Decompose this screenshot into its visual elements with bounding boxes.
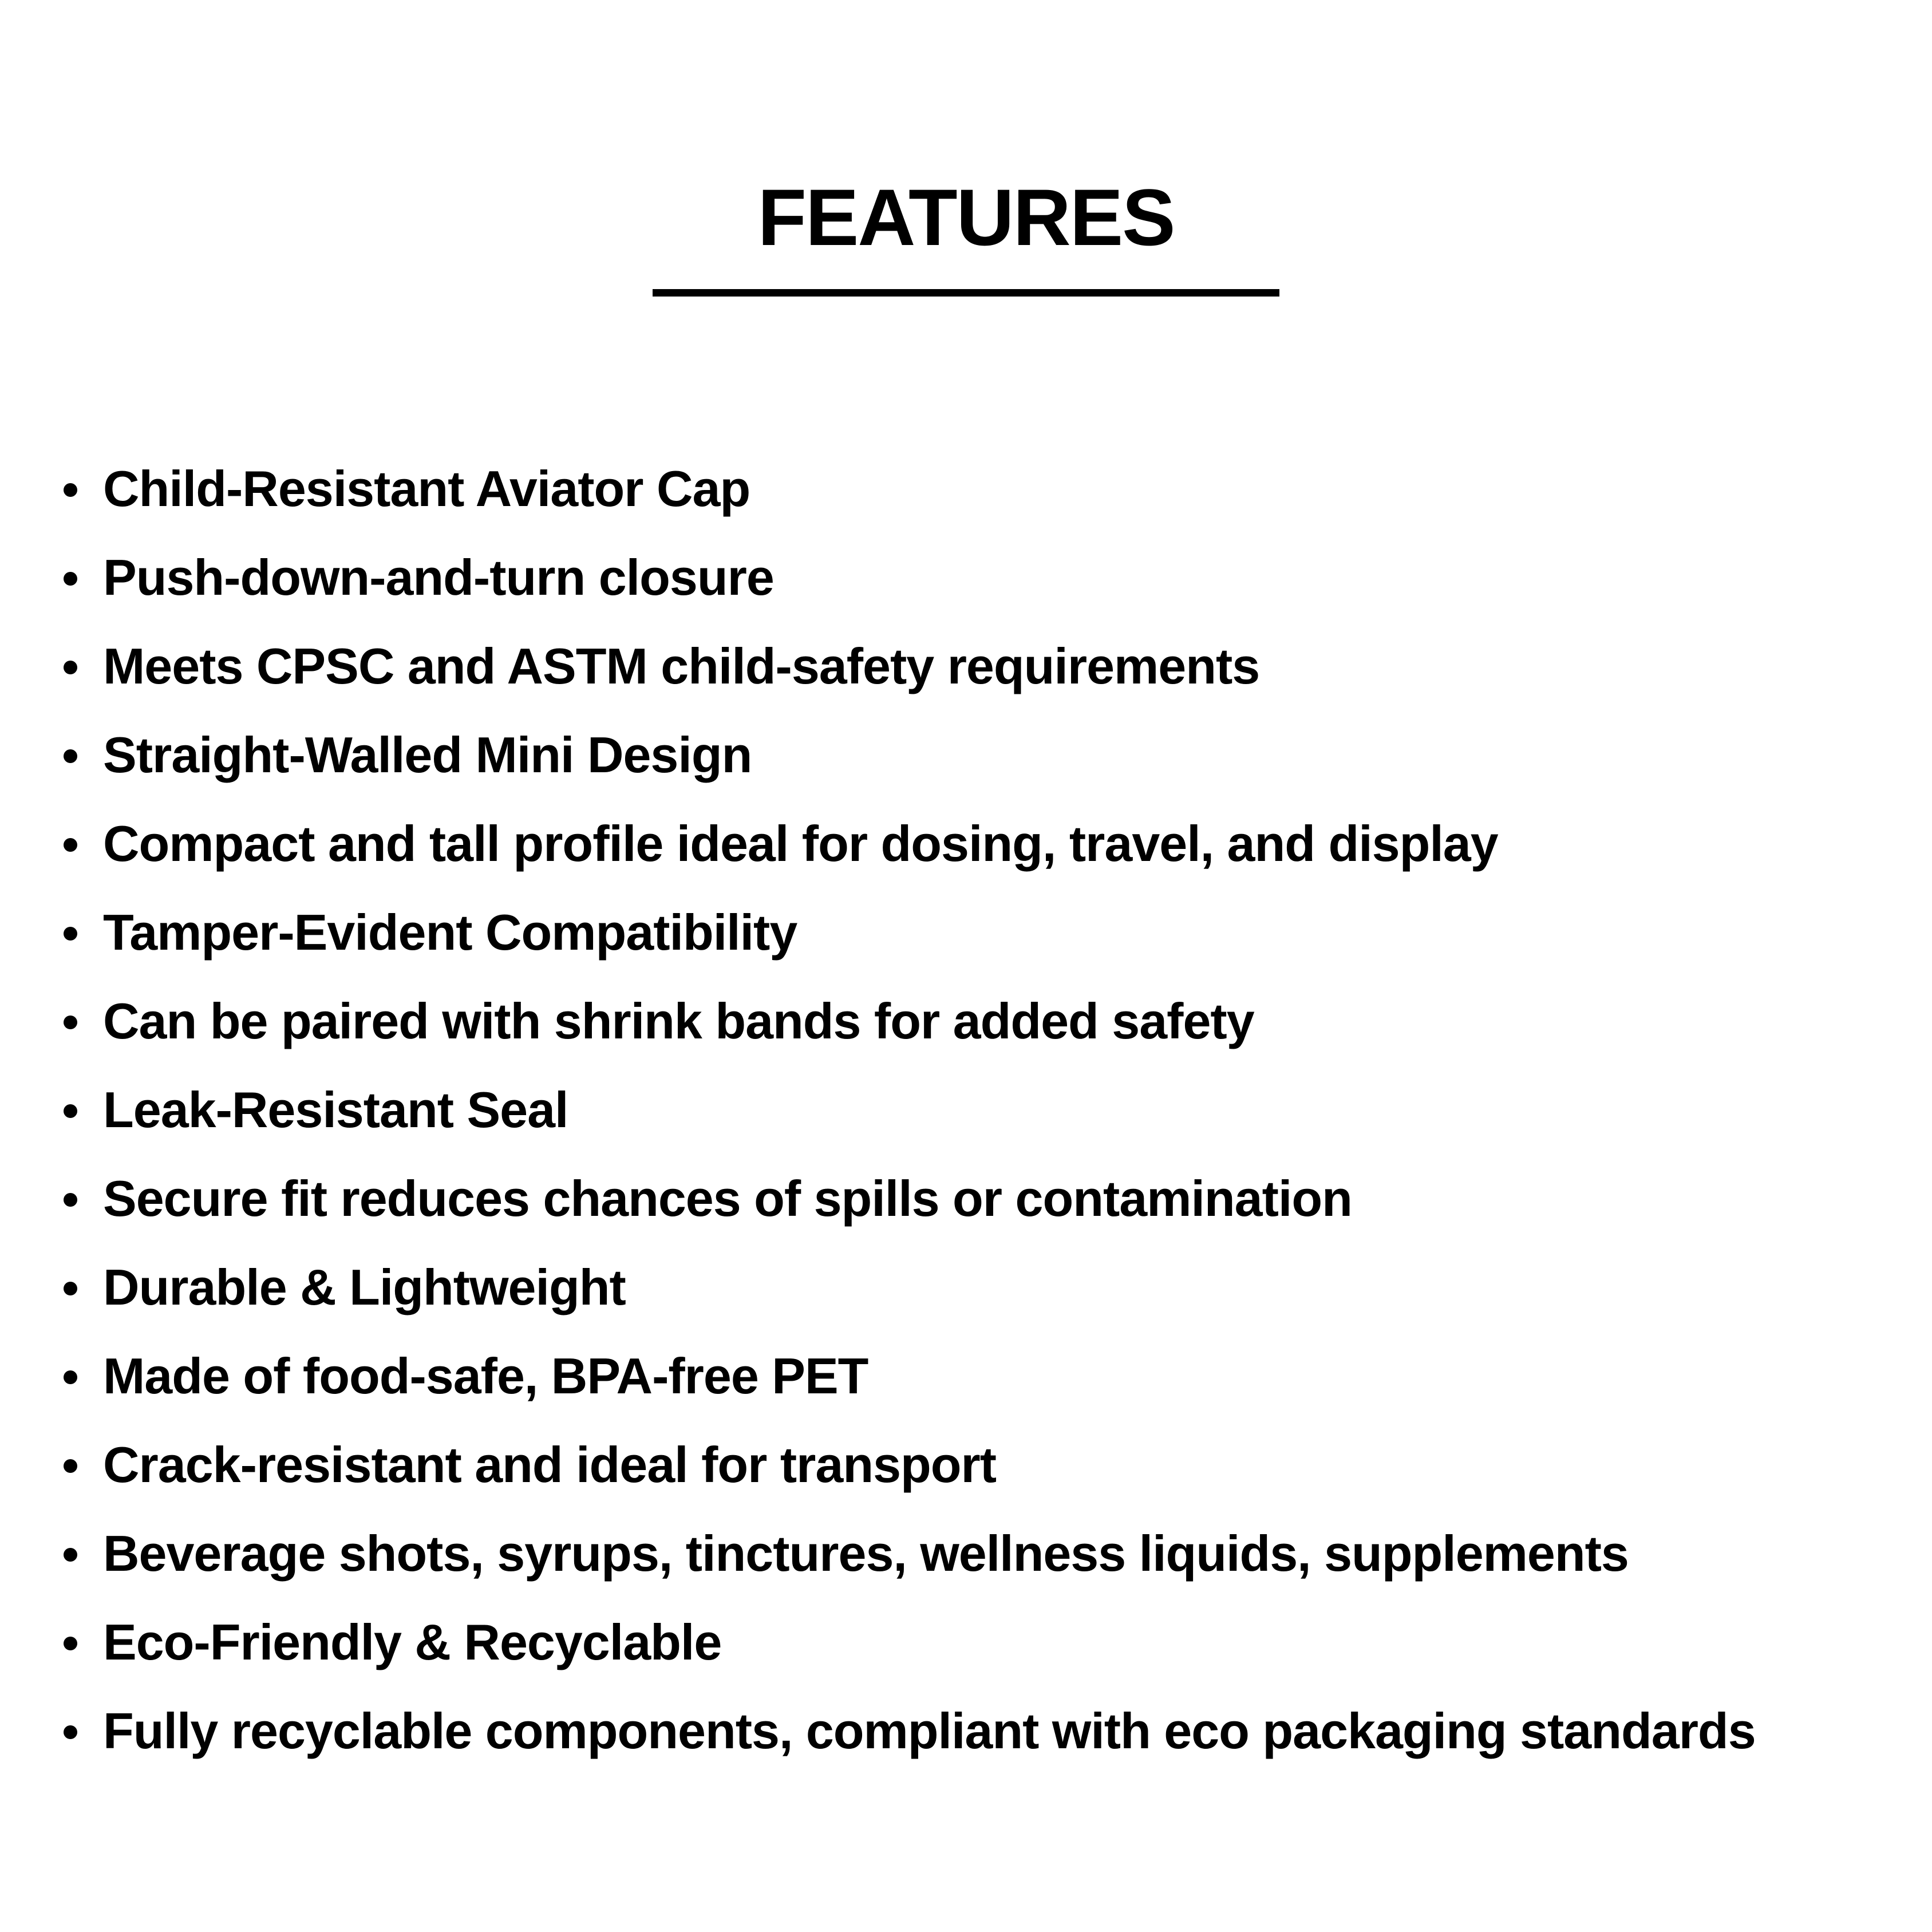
feature-text: Crack-resistant and ideal for transport	[103, 1436, 997, 1493]
bullet-dot-icon	[64, 1193, 77, 1207]
feature-item	[103, 1420, 1932, 1509]
feature-item	[103, 1509, 1932, 1598]
feature-text: Can be paired with shrink bands for added safety	[103, 993, 1254, 1049]
feature-item	[103, 977, 1932, 1065]
bullet-dot-icon	[64, 1637, 77, 1650]
page-title: FEATURES	[757, 172, 1175, 262]
feature-text: Made of food-safe, BPA-free PET	[103, 1348, 868, 1404]
feature-item	[103, 799, 1932, 888]
bullet-dot-icon	[64, 572, 77, 586]
feature-item	[103, 1154, 1932, 1243]
feature-text: Compact and tall profile ideal for dosing, travel, and display	[103, 815, 1498, 872]
feature-item	[103, 1598, 1932, 1686]
feature-item	[103, 533, 1932, 622]
feature-item	[103, 1065, 1932, 1154]
feature-item	[103, 1243, 1932, 1332]
feature-text: Secure fit reduces chances of spills or contamination	[103, 1170, 1352, 1227]
feature-text: Push-down-and-turn closure	[103, 549, 774, 606]
feature-item	[103, 622, 1932, 710]
bullet-dot-icon	[64, 927, 77, 941]
title-underline	[653, 289, 1279, 297]
bullet-dot-icon	[64, 661, 77, 674]
feature-text: Fully recyclable components, compliant with eco packaging standards	[103, 1702, 1756, 1759]
feature-text: Eco-Friendly & Recyclable	[103, 1614, 722, 1670]
feature-item	[103, 1686, 1797, 1775]
feature-item	[103, 444, 1932, 533]
feature-text: Durable & Lightweight	[103, 1259, 626, 1315]
features-list	[103, 444, 1932, 1775]
bullet-dot-icon	[64, 1104, 77, 1118]
bullet-dot-icon	[64, 1016, 77, 1029]
feature-text: Meets CPSC and ASTM child-safety requirements	[103, 638, 1260, 694]
bullet-dot-icon	[64, 1548, 77, 1562]
feature-item	[103, 888, 1932, 977]
feature-item	[103, 1332, 1932, 1420]
feature-text: Tamper-Evident Compatibility	[103, 904, 797, 961]
feature-item	[103, 710, 1932, 799]
feature-text: Beverage shots, syrups, tinctures, wellness liquids, supplements	[103, 1525, 1629, 1582]
bullet-dot-icon	[64, 1459, 77, 1473]
bullet-dot-icon	[64, 1725, 77, 1739]
bullet-dot-icon	[64, 749, 77, 763]
bullet-dot-icon	[64, 1282, 77, 1295]
bullet-dot-icon	[64, 483, 77, 497]
bullet-dot-icon	[64, 838, 77, 852]
feature-text: Straight-Walled Mini Design	[103, 726, 752, 783]
feature-text: Child-Resistant Aviator Cap	[103, 460, 750, 517]
feature-text: Leak-Resistant Seal	[103, 1081, 568, 1138]
bullet-dot-icon	[64, 1370, 77, 1384]
